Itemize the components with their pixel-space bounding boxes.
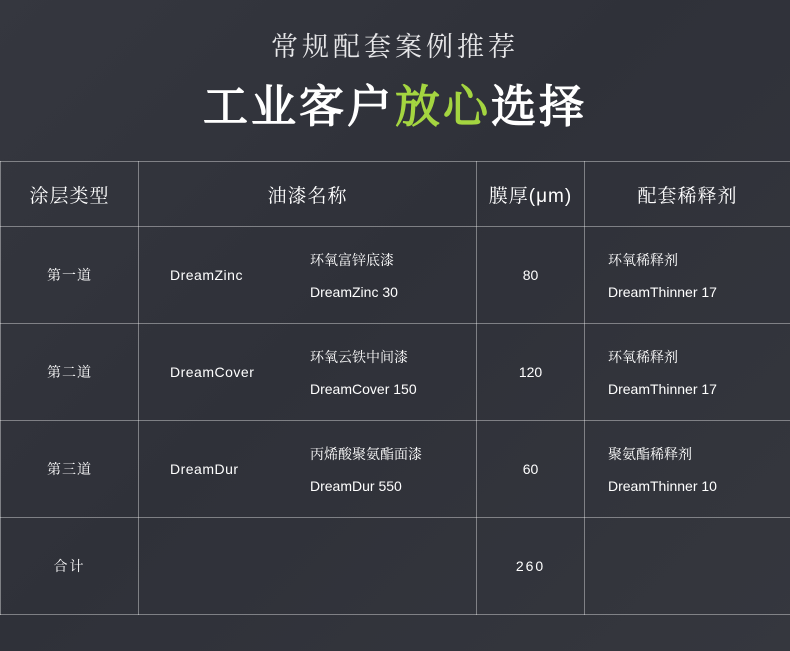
column-header-paint-name: 油漆名称 — [139, 162, 477, 227]
table-head — [1, 162, 790, 227]
table-body — [1, 227, 790, 615]
title-highlight: 放心 — [394, 81, 491, 133]
cell-paint-name — [139, 227, 477, 324]
thinner-name-cn: 聚氨酯稀释剂 — [608, 446, 692, 463]
paint-name-en: DreamCover 150 — [310, 381, 417, 398]
paint-name-cn: 环氧云铁中间漆 — [310, 349, 408, 366]
paint-name-cn: 环氧富锌底漆 — [310, 252, 394, 269]
paint-brand: DreamDur — [170, 461, 239, 478]
table-row — [1, 421, 790, 518]
paint-detail — [310, 347, 417, 397]
total-paint-empty — [139, 518, 477, 615]
cell-thinner — [585, 324, 790, 421]
total-thinner-empty — [585, 518, 790, 615]
header-subtitle: 常规配套案例推荐 — [271, 32, 519, 62]
thinner-name-en: DreamThinner 10 — [608, 478, 717, 495]
spec-table-wrap — [0, 161, 790, 615]
table-row — [1, 324, 790, 421]
cell-film-thickness: 60 — [477, 421, 585, 518]
title-part-1: 工业客户 — [202, 81, 395, 133]
thinner-name-cn: 环氧稀释剂 — [608, 349, 678, 366]
cell-film-thickness: 80 — [477, 227, 585, 324]
column-header-film-thickness: 膜厚(μm) — [477, 162, 585, 227]
cell-thinner — [585, 227, 790, 324]
cell-coating-stage: 第三道 — [1, 421, 139, 518]
paint-name-en: DreamDur 550 — [310, 478, 402, 495]
thinner-name-cn: 环氧稀释剂 — [608, 252, 678, 269]
cell-paint-name — [139, 324, 477, 421]
table-header-row — [1, 162, 790, 227]
page-title — [0, 79, 790, 135]
cell-thinner — [585, 421, 790, 518]
column-header-thinner: 配套稀释剂 — [585, 162, 790, 227]
page-header — [0, 0, 790, 135]
cell-coating-stage: 第二道 — [1, 324, 139, 421]
coating-spec-table — [0, 161, 790, 615]
total-label: 合计 — [1, 518, 139, 615]
paint-name-en: DreamZinc 30 — [310, 284, 398, 301]
thinner-name-en: DreamThinner 17 — [608, 284, 717, 301]
paint-detail — [310, 250, 398, 300]
paint-brand: DreamZinc — [170, 267, 243, 284]
cell-film-thickness: 120 — [477, 324, 585, 421]
table-total-row — [1, 518, 790, 615]
cell-coating-stage: 第一道 — [1, 227, 139, 324]
paint-brand: DreamCover — [170, 364, 255, 381]
paint-name-cn: 丙烯酸聚氨酯面漆 — [310, 446, 422, 463]
total-thickness: 260 — [477, 518, 585, 615]
title-part-2: 选择 — [491, 81, 588, 133]
table-row — [1, 227, 790, 324]
thinner-name-en: DreamThinner 17 — [608, 381, 717, 398]
column-header-coating-type: 涂层类型 — [1, 162, 139, 227]
cell-paint-name — [139, 421, 477, 518]
paint-detail — [310, 444, 422, 494]
